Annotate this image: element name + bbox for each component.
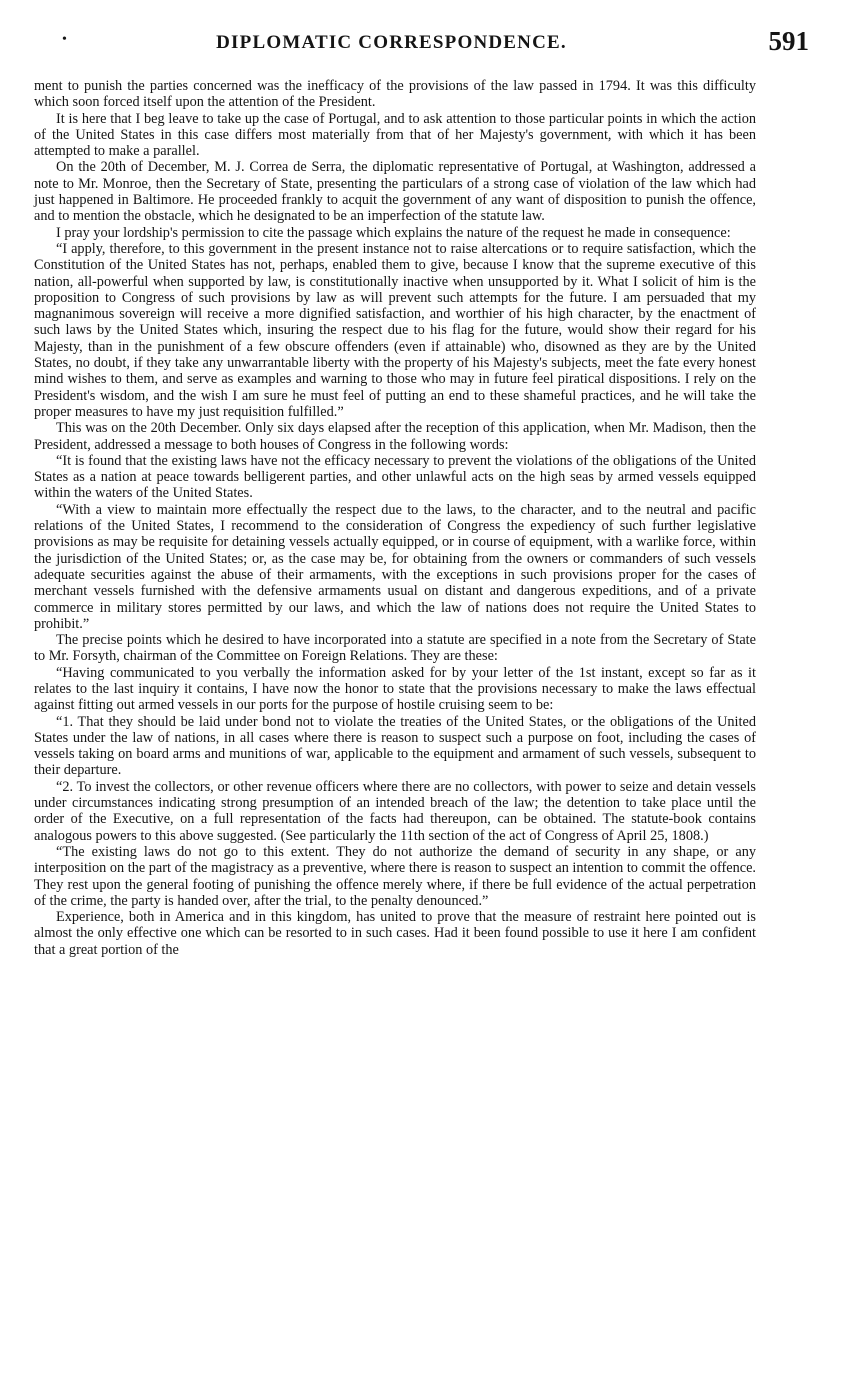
paragraph-14: Experience, both in America and in this kingdom, has united to prove that the measure of restraint here pointed out is almost the only effective one which can be resorted to in such cases. Had it been found possible to use it here I am confident that a great portion of the <box>34 909 756 958</box>
paragraph-6: This was on the 20th December. Only six days elapsed after the reception of this application, when Mr. Madison, then the President, addressed a message to both houses of Congress in the following words: <box>34 420 756 453</box>
quoted-forsyth-note: “Having communicated to you verbally the information asked for by your letter of the 1st instant, except so far as it relates to the last inquiry it contains, I have now the honor to state that the provisions necessary to make the laws effectual against fitting out armed vessels in our ports for the purpose of hostile cruising seem to be: <box>34 664 756 714</box>
quoted-note-correa: “I apply, therefore, to this government in the present instance not to raise altercations or to require satisfaction, which the Constitution of the United States has not, perhaps, enabled them to give, because I know that the supreme executive of this nation, all-powerful when supported by law, is constitutionally inactive when unsupported by it. What I solicit of him is the proposition to Congress of such provisions by law as will prevent such attempts for the future. I am persuaded that my magnanimous sovereign will receive a more dignified satisfaction, and worthier of his high character, by the enactment of such laws by the United States which, insuring the respect due to his flag for the future, would show their regard for his Majesty, than in the punishment of a few obscure offenders (even if attainable) who, disowned as they are by the United States, no doubt, if they take any unwarrantable liberty with the property of his Majesty's subjects, meet the fate every honest mind wishes to them, and serve as examples and warning to those who may in future feel piratical dispositions. I rely on the President's wisdom, and the wish I am sure he must feel of putting an end to these shameful practices, and he will take the proper measures to have my just requisition fulfilled.” <box>34 240 756 420</box>
quoted-point-1: “1. That they should be laid under bond not to violate the treaties of the United States, or the obligations of the United States under the law of nations, in all cases where there is reason to suspect such a purpose on foot, including the cases of vessels taking on board arms and munitions of war, applicable to the equipment and armament of such vessels, subsequent to their departure. <box>34 713 756 779</box>
quoted-point-2: “2. To invest the collectors, or other revenue officers where there are no collectors, with power to seize and detain vessels under circumstances indicating strong presumption of an intended breach of the law; the detention to take place until the order of the Executive, on a full representation of the facts had thereupon, can be obtained. The statute-book contains analogous powers to this above suggested. (See particularly the 11th section of the act of Congress of April 25, 1808.) <box>34 778 756 844</box>
paragraph-4: I pray your lordship's permission to cite the passage which explains the nature of the request he made in consequence: <box>56 224 731 241</box>
header-dot: • <box>62 32 67 47</box>
paragraph-1: ment to punish the parties concerned was the inefficacy of the provisions of the law passed in 1794. It was this difficulty which soon forced itself upon the attention of the President. <box>34 78 756 111</box>
body-text <box>34 78 756 958</box>
page-header <box>34 26 809 58</box>
quoted-message-2: “With a view to maintain more effectually the respect due to the laws, to the character, and to the neutral and pacific relations of the United States, I recommend to the consideration of Congress the expediency of such further legislative provisions as may be requisite for detaining vessels actually equipped, or in course of equipment, with a warlike force, within the jurisdiction of the United States; or, as the case may be, for obtaining from the owners or commanders of such vessels adequate securities against the abuse of their armaments, with the exceptions in such provisions proper for the cases of merchant vessels furnished with the defensive armaments usual on distant and dangerous expeditions, and of a private commerce in military stores permitted by our laws, and which the law of nations does not require the United States to prohibit.” <box>34 501 756 632</box>
quoted-existing-laws: “The existing laws do not go to this extent. They do not authorize the demand of security in any shape, or any interposition on the part of the magistracy as a preventive, where there is reason to suspect an intention to commit the offence. They rest upon the general footing of punishing the offence merely where, if there be full evidence of the actual perpetration of the crime, the party is handed over, after the trial, to the penalty denounced.” <box>34 843 756 909</box>
quoted-message-1: “It is found that the existing laws have not the efficacy necessary to prevent the violations of the obligations of the United States as a nation at peace towards belligerent parties, and other unlawful acts on the high seas by armed vessels equipped within the waters of the United States. <box>34 452 756 502</box>
paragraph-2: It is here that I beg leave to take up the case of Portugal, and to ask attention to those particular points in which the action of the United States in this case differs most materially from that of her Majesty's government, with which it has been attempted to make a parallel. <box>34 110 756 160</box>
page-number: 591 <box>768 26 809 56</box>
running-title: DIPLOMATIC CORRESPONDENCE. <box>216 32 567 53</box>
paragraph-3: On the 20th of December, M. J. Correa de Serra, the diplomatic representative of Portugal, at Washington, addressed a note to Mr. Monroe, then the Secretary of State, presenting the particulars of a strong case of violation of the law which had just happened in Baltimore. He proceeded frankly to acquit the government of any want of disposition to punish the offence, and to mention the obstacle, which he designated to be an imperfection of the statute law. <box>34 159 756 225</box>
paragraph-9: The precise points which he desired to have incorporated into a statute are specified in a note from the Secretary of State to Mr. Forsyth, chairman of the Committee on Foreign Relations. They are these: <box>34 632 756 665</box>
